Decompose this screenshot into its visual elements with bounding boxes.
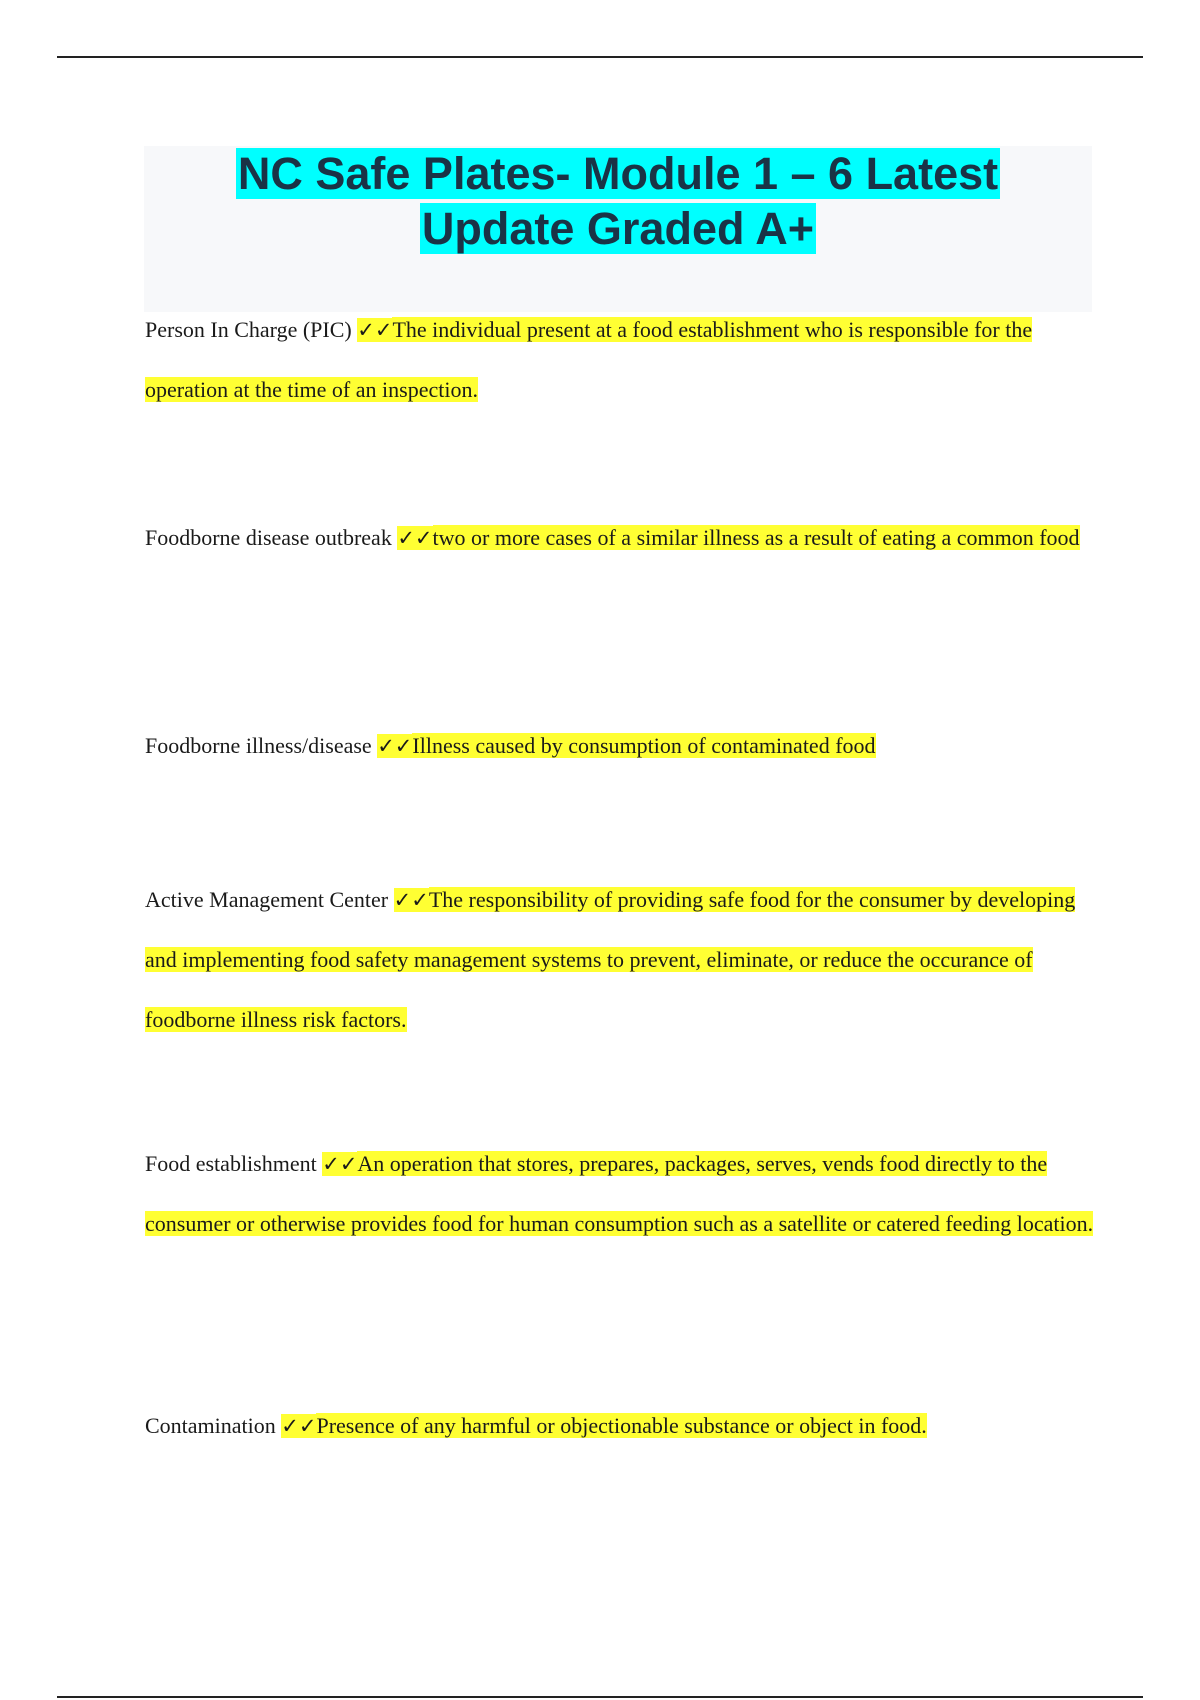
- double-check-icon: ✓✓: [357, 318, 393, 342]
- double-check-icon: ✓✓: [397, 526, 433, 550]
- list-item: [145, 1134, 1095, 1254]
- entry-definition: Illness caused by consumption of contaminated food: [412, 733, 876, 758]
- bottom-rule: [57, 1696, 1143, 1698]
- double-check-icon: ✓✓: [322, 1152, 358, 1176]
- top-rule: [57, 56, 1143, 58]
- list-item: [145, 508, 1095, 568]
- entry-term: Foodborne illness/disease: [145, 733, 372, 758]
- entry-term: Contamination: [145, 1413, 276, 1438]
- title-block: [144, 146, 1092, 312]
- title-line-1: NC Safe Plates- Module 1 – 6 Latest: [237, 148, 999, 199]
- list-item: [145, 1396, 1095, 1456]
- entry-definition: Presence of any harmful or objectionable substance or object in food.: [316, 1413, 927, 1438]
- entry-definition: two or more cases of a similar illness as a result of eating a common food: [432, 525, 1080, 550]
- list-item: [145, 300, 1095, 420]
- double-check-icon: ✓✓: [377, 734, 413, 758]
- entry-term: Active Management Center: [145, 887, 389, 912]
- entry-definition: An operation that stores, prepares, packages, serves, vends food directly to the consumer or otherwise provides food for human consumption such as a satellite or catered feeding location.: [145, 1151, 1094, 1236]
- entry-term: Foodborne disease outbreak: [145, 525, 392, 550]
- list-item: [145, 716, 1095, 776]
- list-item: [145, 870, 1095, 1050]
- entry-definition: The responsibility of providing safe food for the consumer by developing and implementing food safety management systems to prevent, eliminate, or reduce the occurance of foodborne illness risk factors.: [145, 887, 1076, 1032]
- double-check-icon: ✓✓: [281, 1414, 317, 1438]
- double-check-icon: ✓✓: [393, 888, 429, 912]
- entry-term: Food establishment: [145, 1151, 317, 1176]
- entry-term: Person In Charge (PIC): [145, 317, 352, 342]
- entry-definition: The individual present at a food establishment who is responsible for the operation at the time of an inspection.: [145, 317, 1033, 402]
- title-line-2: Update Graded A+: [421, 203, 815, 254]
- document-title: [144, 146, 1092, 256]
